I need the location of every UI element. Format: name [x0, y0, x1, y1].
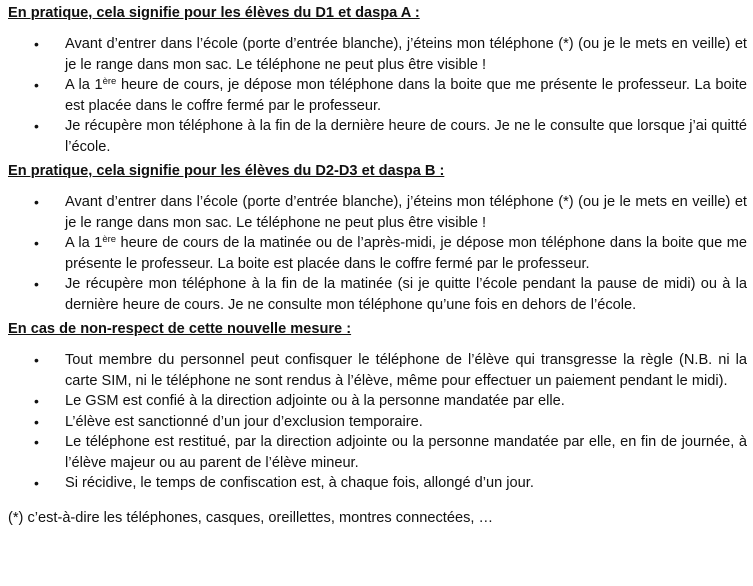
list-item: • Tout membre du personnel peut confisquer le téléphone de l’élève qui transgresse la règle (N.B. ni la carte SIM, ni le téléphone ne sont rendus à l’élève, même pour effectuer un paiement pendant le midi).	[34, 352, 747, 389]
bullet-list	[8, 192, 747, 315]
bullet-list	[8, 350, 747, 494]
list-item: • Le téléphone est restitué, par la direction adjointe ou la personne mandatée par elle, en fin de journée, à l’élève majeur ou au parent de l’élève mineur.	[34, 434, 747, 471]
list-item: • A la 1ère heure de cours de la matinée ou de l’après-midi, je dépose mon téléphone dans la boite que me présente le professeur. La boite est placée dans le coffre fermé par le professeur.	[34, 234, 747, 272]
section-d1	[8, 3, 747, 157]
bullet-icon: •	[34, 276, 39, 292]
bullet-list	[8, 34, 747, 157]
bullet-icon: •	[34, 393, 39, 409]
bullet-icon: •	[34, 413, 39, 430]
list-item: • L’élève est sanctionné d’un jour d’exclusion temporaire.	[8, 412, 747, 433]
bullet-icon: •	[34, 77, 39, 93]
bullet-icon: •	[34, 36, 39, 52]
bullet-icon: •	[34, 118, 39, 134]
list-item: • A la 1ère heure de cours, je dépose mon téléphone dans la boite que me présente le professeur. La boite est placée dans le coffre fermé par le professeur.	[34, 76, 748, 114]
list-item: • Si récidive, le temps de confiscation est, à chaque fois, allongé d’un jour.	[8, 473, 747, 494]
list-item: • Avant d’entrer dans l’école (porte d’entrée blanche), j’éteins mon téléphone (*) (ou je le mets en veille) et je le range dans mon sac. Le téléphone ne peut plus être visible !	[34, 36, 747, 73]
bullet-icon: •	[34, 352, 39, 368]
bullet-icon: •	[34, 235, 39, 251]
list-item: • Avant d’entrer dans l’école (porte d’entrée blanche), j’éteins mon téléphone (*) (ou je le mets en veille) et je le range dans mon sac. Le téléphone ne peut plus être visible !	[34, 194, 747, 231]
footnote: (*) c’est-à-dire les téléphones, casques, oreillettes, montres connectées, …	[8, 509, 494, 526]
bullet-icon: •	[34, 475, 39, 491]
superscript: ère	[102, 234, 117, 245]
list-item: • Le GSM est confié à la direction adjointe ou à la personne mandatée par elle.	[8, 391, 747, 412]
bullet-icon: •	[34, 194, 39, 210]
section-d2-d3	[8, 161, 747, 315]
section-non-respect	[8, 319, 747, 494]
section-heading: En pratique, cela signifie pour les élèves du D1 et daspa A :	[8, 5, 420, 21]
bullet-icon: •	[34, 434, 39, 450]
list-item: • Je récupère mon téléphone à la fin de la matinée (si je quitte l’école pendant la pause de midi) ou à la dernière heure de cours. Je ne consulte mon téléphone qu’une fois en dehors de l’école.	[34, 276, 747, 313]
section-heading: En pratique, cela signifie pour les élèves du D2-D3 et daspa B :	[8, 163, 445, 179]
list-item: • Je récupère mon téléphone à la fin de la dernière heure de cours. Je ne le consulte que lorsque j’ai quitté l’école.	[34, 118, 747, 155]
superscript: ère	[102, 76, 117, 87]
section-heading: En cas de non-respect de cette nouvelle mesure :	[8, 321, 352, 337]
